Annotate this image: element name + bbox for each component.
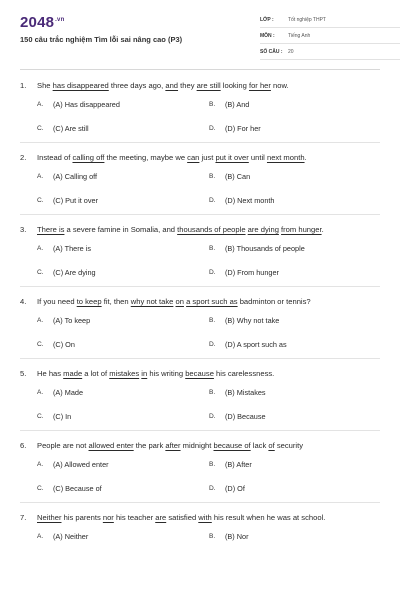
text-segment: fit, then <box>101 297 131 306</box>
option-letter: A. <box>37 172 44 180</box>
option-letter: D. <box>209 196 216 204</box>
text-segment: . <box>321 225 324 234</box>
answer-option[interactable] <box>209 236 381 260</box>
question-item <box>20 79 380 143</box>
question-item <box>20 511 380 548</box>
meta-row-subject <box>260 28 400 44</box>
underlined-segment: and <box>165 81 179 90</box>
option-text: (D) Because <box>225 411 266 421</box>
option-letter: B. <box>209 388 216 396</box>
text-segment: his teacher <box>113 513 156 522</box>
answer-option[interactable] <box>37 404 209 428</box>
underlined-segment: in <box>141 369 148 378</box>
underlined-segment: mistakes <box>109 369 140 378</box>
option-letter: A. <box>37 100 44 108</box>
text-segment: badminton or tennis? <box>237 297 311 306</box>
option-letter: A. <box>37 532 44 540</box>
text-segment: his parents <box>61 513 103 522</box>
option-text: (C) In <box>53 411 72 421</box>
answer-option[interactable] <box>37 332 209 356</box>
underlined-segment: from hunger <box>281 225 322 234</box>
underlined-segment: Neither <box>37 513 62 522</box>
text-segment: midnight <box>180 441 214 450</box>
option-letter: C. <box>37 412 44 420</box>
question-text <box>37 295 380 308</box>
underlined-segment: calling off <box>72 153 105 162</box>
text-segment: lack <box>250 441 269 450</box>
option-text: (A) Calling off <box>53 171 98 181</box>
answer-option[interactable] <box>209 404 381 428</box>
text-segment: three days ago, <box>108 81 166 90</box>
answer-option[interactable] <box>37 92 209 116</box>
meta-value: Tốt nghiệp THPT <box>288 16 326 23</box>
underlined-segment: with <box>198 513 212 522</box>
text-segment: If you need <box>37 297 77 306</box>
option-letter: D. <box>209 484 216 492</box>
option-letter: B. <box>209 532 216 540</box>
option-text: (B) Thousands of people <box>225 243 305 253</box>
option-letter: D. <box>209 412 216 420</box>
text-segment: now. <box>270 81 289 90</box>
answer-options <box>20 164 380 212</box>
option-letter: B. <box>209 460 216 468</box>
option-text: (A) Made <box>53 387 84 397</box>
option-text: (C) Are still <box>53 123 89 133</box>
text-segment: a severe famine in Somalia, and <box>64 225 178 234</box>
option-letter: A. <box>37 316 44 324</box>
underlined-segment: has disappeared <box>52 81 109 90</box>
question-item <box>20 295 380 359</box>
answer-options <box>20 308 380 356</box>
underlined-segment: are dying <box>247 225 279 234</box>
answer-option[interactable] <box>209 332 381 356</box>
option-letter: B. <box>209 316 216 324</box>
underlined-segment: thousands of people <box>177 225 246 234</box>
answer-option[interactable] <box>209 164 381 188</box>
option-letter: A. <box>37 244 44 252</box>
answer-options <box>20 452 380 500</box>
text-segment: . <box>304 153 307 162</box>
text-segment: the park <box>133 441 166 450</box>
underlined-segment: put it over <box>215 153 249 162</box>
underlined-segment: are <box>155 513 167 522</box>
meta-value: 20 <box>288 48 294 55</box>
underlined-segment: made <box>63 369 83 378</box>
text-segment: they <box>178 81 197 90</box>
text-segment: his writing <box>147 369 186 378</box>
question-text <box>37 223 380 236</box>
answer-option[interactable] <box>209 308 381 332</box>
text-segment: satisfied <box>166 513 199 522</box>
text-segment: just <box>199 153 216 162</box>
option-text: (D) Of <box>225 483 245 493</box>
answer-option[interactable] <box>37 380 209 404</box>
answer-option[interactable] <box>37 476 209 500</box>
answer-options <box>20 236 380 284</box>
answer-option[interactable] <box>37 308 209 332</box>
option-text: (B) Can <box>225 171 251 181</box>
answer-option[interactable] <box>37 260 209 284</box>
question-list <box>20 70 380 548</box>
answer-option[interactable] <box>37 188 209 212</box>
question-stem <box>20 367 380 380</box>
text-segment: He has <box>37 369 64 378</box>
underlined-segment: allowed enter <box>88 441 134 450</box>
answer-option[interactable] <box>209 524 381 548</box>
text-segment: security <box>274 441 304 450</box>
question-item <box>20 439 380 503</box>
option-text: (A) To keep <box>53 315 91 325</box>
underlined-segment: on <box>175 297 184 306</box>
answer-option[interactable] <box>37 236 209 260</box>
question-stem <box>20 79 380 92</box>
question-divider <box>20 214 380 215</box>
option-letter: C. <box>37 268 44 276</box>
meta-row-class <box>260 12 400 28</box>
answer-option[interactable] <box>37 116 209 140</box>
question-text <box>37 151 380 164</box>
question-text <box>37 511 380 524</box>
underlined-segment: because of <box>213 441 251 450</box>
question-item <box>20 151 380 215</box>
text-segment: his carelessness. <box>213 369 275 378</box>
option-text: (C) Put it over <box>53 195 99 205</box>
answer-options <box>20 524 380 548</box>
question-divider <box>20 358 380 359</box>
answer-options <box>20 92 380 140</box>
question-number: 1. <box>20 81 27 90</box>
meta-label: SỐ CÂU : <box>260 48 283 55</box>
underlined-segment: why not take <box>130 297 174 306</box>
question-text <box>37 367 380 380</box>
question-text <box>37 79 380 92</box>
text-segment: She <box>37 81 53 90</box>
question-stem <box>20 295 380 308</box>
option-letter: D. <box>209 268 216 276</box>
meta-value: Tiếng Anh <box>288 32 311 39</box>
text-segment: a lot of <box>82 369 110 378</box>
underlined-segment: to keep <box>76 297 102 306</box>
option-text: (C) Because of <box>53 483 102 493</box>
question-stem <box>20 151 380 164</box>
option-text: (B) Why not take <box>225 315 280 325</box>
underlined-segment: nor <box>102 513 114 522</box>
meta-label: LỚP : <box>260 16 274 23</box>
underlined-segment: There is <box>37 225 65 234</box>
answer-option[interactable] <box>37 452 209 476</box>
meta-label: MÔN : <box>260 32 275 39</box>
text-segment: Instead of <box>37 153 73 162</box>
underlined-segment: because <box>185 369 214 378</box>
option-letter: C. <box>37 124 44 132</box>
option-text: (B) After <box>225 459 252 469</box>
page-title: 150 câu trắc nghiệm Tìm lỗi sai nâng cao (P3) <box>20 35 183 44</box>
option-letter: C. <box>37 340 44 348</box>
option-letter: B. <box>209 244 216 252</box>
text-segment: until <box>248 153 267 162</box>
option-letter: A. <box>37 460 44 468</box>
option-text: (D) Next month <box>225 195 275 205</box>
question-item <box>20 223 380 287</box>
quiz-meta <box>260 12 400 60</box>
option-letter: C. <box>37 196 44 204</box>
underlined-segment: can <box>187 153 200 162</box>
underlined-segment: for her <box>248 81 271 90</box>
logo-suffix: .vn <box>55 17 65 23</box>
text-segment: his result when he was at school. <box>211 513 326 522</box>
question-number: 7. <box>20 513 27 522</box>
question-stem <box>20 223 380 236</box>
underlined-segment: a sport such as <box>186 297 238 306</box>
option-text: (D) A sport such as <box>225 339 287 349</box>
question-divider <box>20 142 380 143</box>
option-text: (B) And <box>225 99 250 109</box>
option-letter: D. <box>209 340 216 348</box>
option-text: (C) On <box>53 339 75 349</box>
answer-option[interactable] <box>37 164 209 188</box>
option-text: (D) From hunger <box>225 267 279 277</box>
option-text: (D) For her <box>225 123 261 133</box>
option-letter: B. <box>209 172 216 180</box>
page-header <box>20 0 380 70</box>
answer-option[interactable] <box>209 380 381 404</box>
underlined-segment: are still <box>196 81 221 90</box>
answer-option[interactable] <box>209 116 381 140</box>
answer-option[interactable] <box>209 476 381 500</box>
question-number: 6. <box>20 441 27 450</box>
text-segment: the meeting, maybe we <box>104 153 188 162</box>
option-letter: C. <box>37 484 44 492</box>
answer-options <box>20 380 380 428</box>
question-number: 3. <box>20 225 27 234</box>
question-stem <box>20 439 380 452</box>
answer-option[interactable] <box>209 260 381 284</box>
underlined-segment: next month <box>266 153 305 162</box>
option-letter: A. <box>37 388 44 396</box>
answer-option[interactable] <box>37 524 209 548</box>
meta-row-count <box>260 44 400 60</box>
option-letter: D. <box>209 124 216 132</box>
question-number: 2. <box>20 153 27 162</box>
option-text: (C) Are dying <box>53 267 96 277</box>
option-text: (A) Has disappeared <box>53 99 120 109</box>
option-letter: B. <box>209 100 216 108</box>
answer-option[interactable] <box>209 452 381 476</box>
text-segment: looking <box>220 81 249 90</box>
logo-text: 2048 <box>20 14 55 31</box>
underlined-segment: after <box>165 441 181 450</box>
question-stem <box>20 511 380 524</box>
question-number: 4. <box>20 297 27 306</box>
question-text <box>37 439 380 452</box>
question-item <box>20 367 380 431</box>
answer-option[interactable] <box>209 92 381 116</box>
option-text: (B) Nor <box>225 531 249 541</box>
site-logo[interactable] <box>20 14 64 31</box>
option-text: (A) Allowed enter <box>53 459 109 469</box>
question-divider <box>20 502 380 503</box>
option-text: (A) There is <box>53 243 91 253</box>
text-segment: People are not <box>37 441 89 450</box>
question-divider <box>20 430 380 431</box>
underlined-segment: of <box>268 441 275 450</box>
question-number: 5. <box>20 369 27 378</box>
answer-option[interactable] <box>209 188 381 212</box>
question-divider <box>20 286 380 287</box>
option-text: (A) Neither <box>53 531 89 541</box>
option-text: (B) Mistakes <box>225 387 266 397</box>
